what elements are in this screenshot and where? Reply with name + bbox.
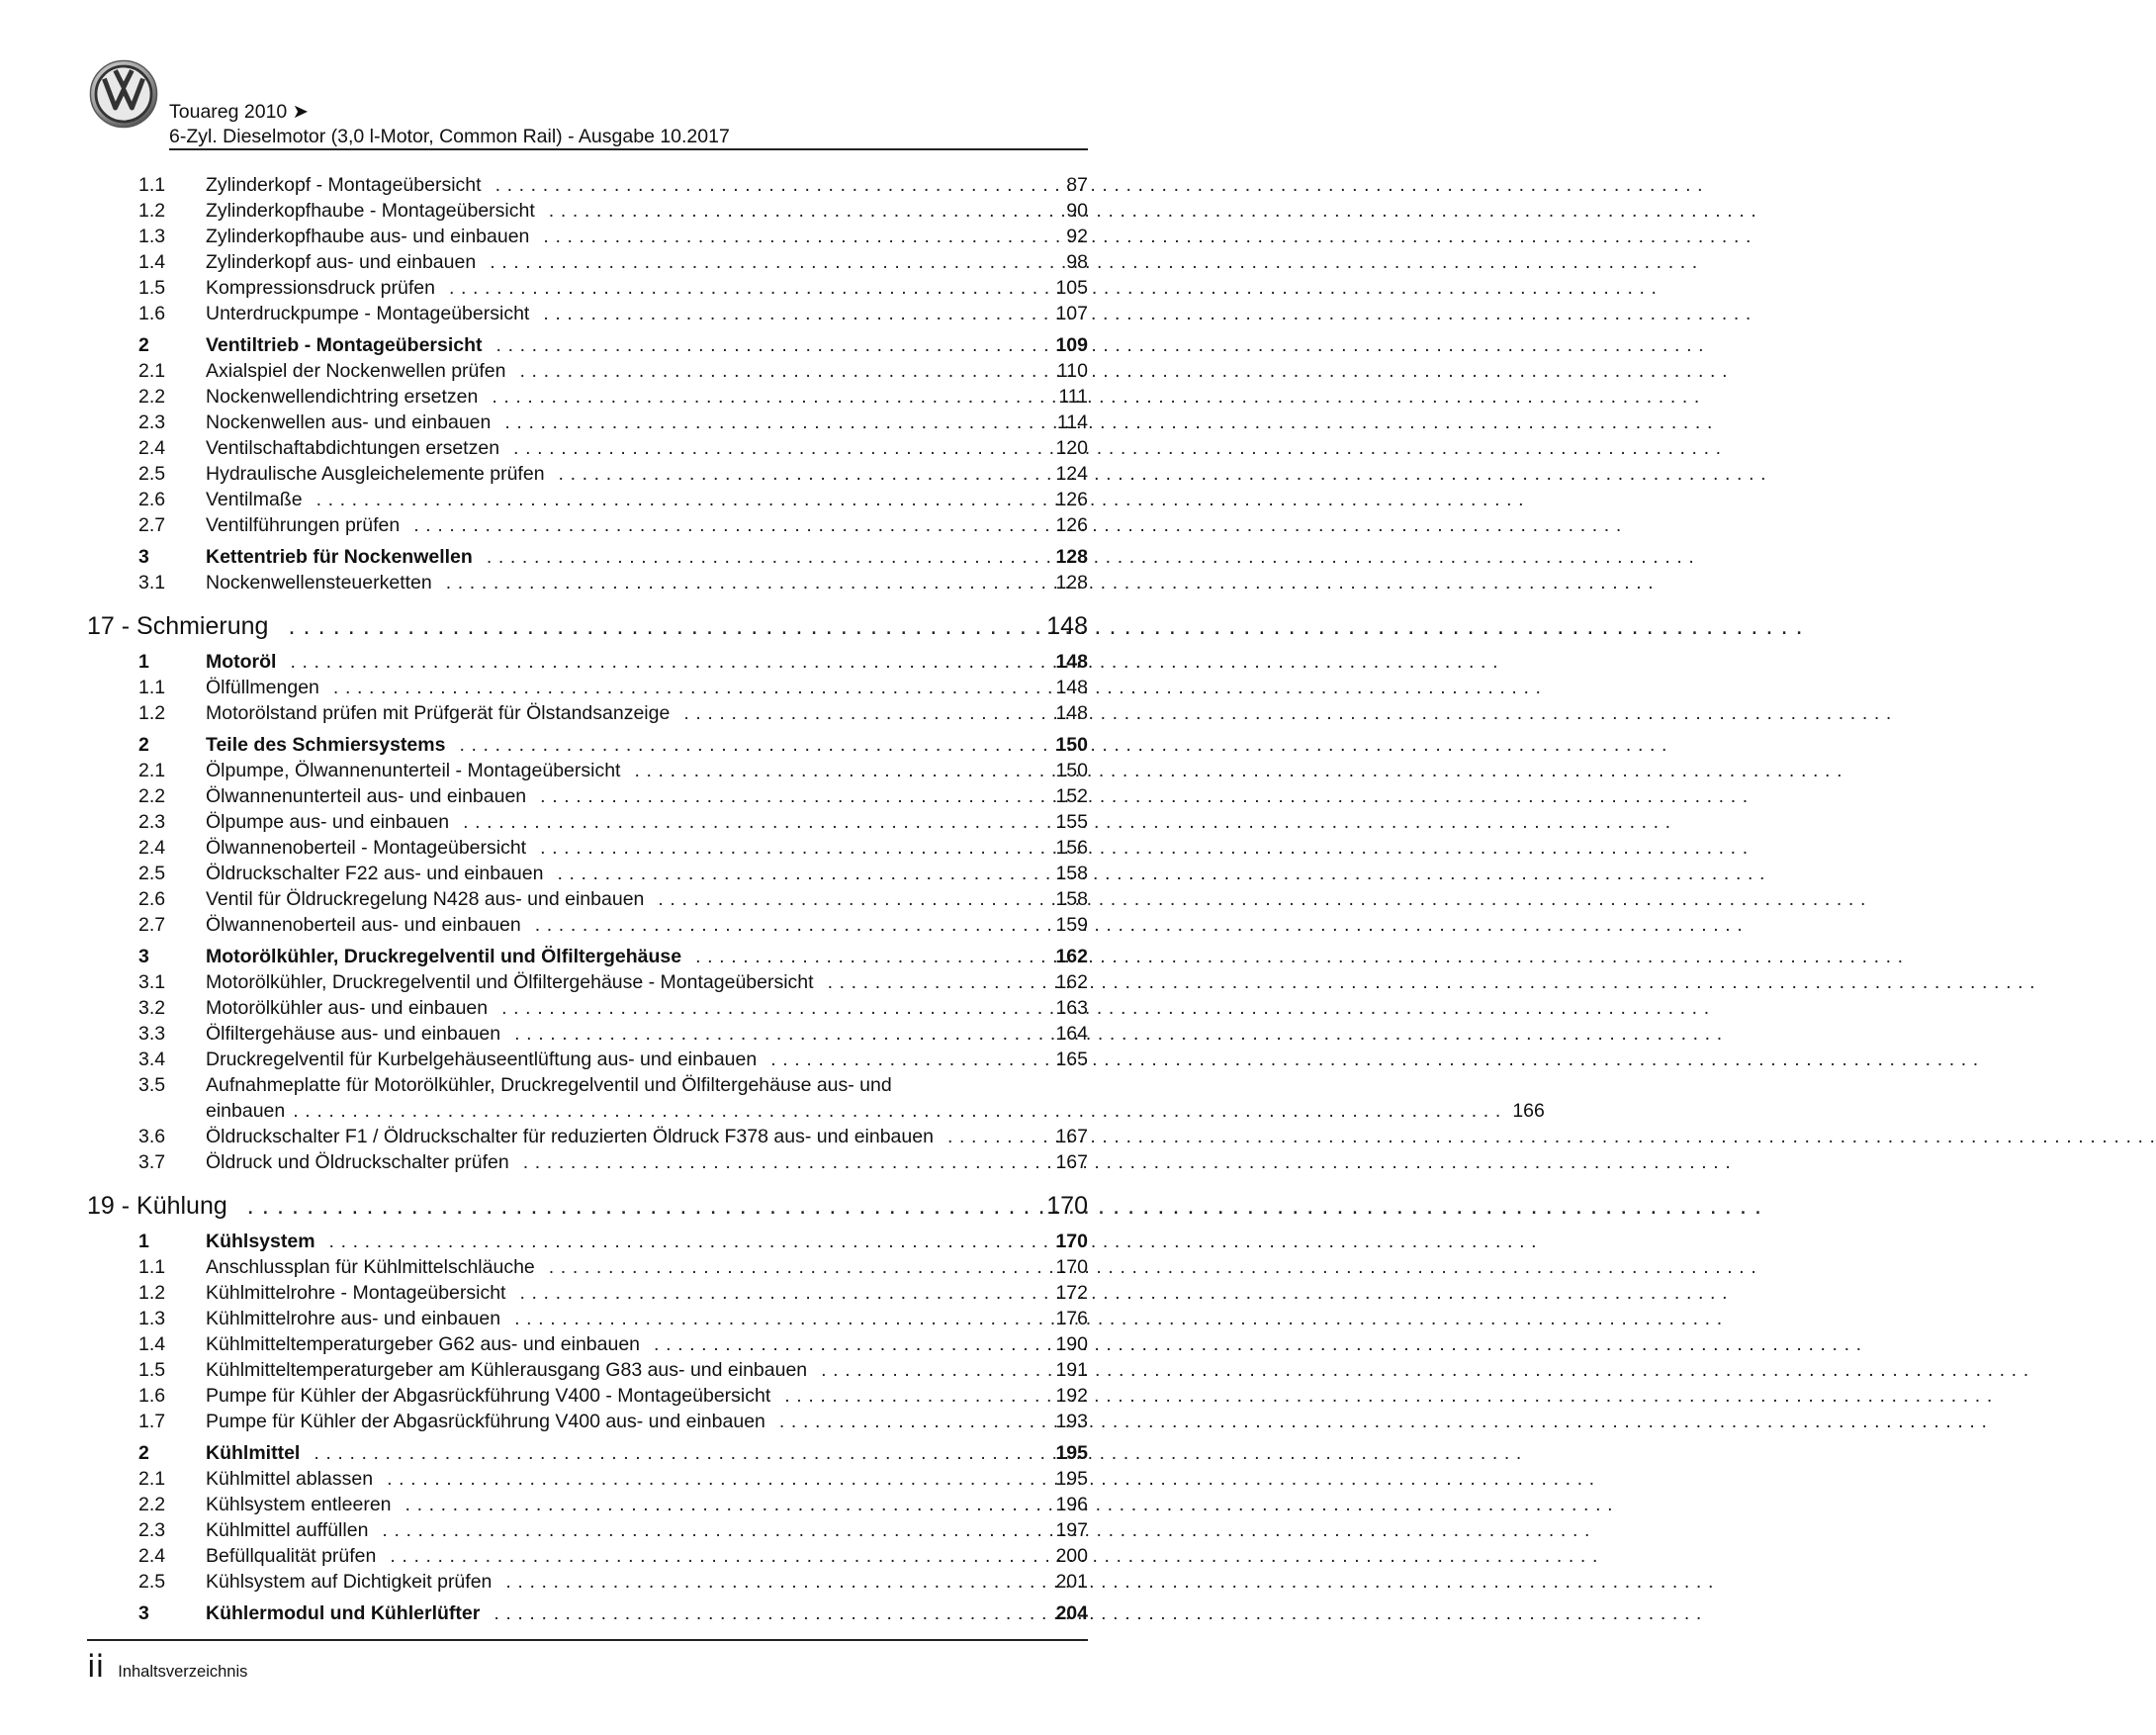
toc-entry-page: 126 <box>1055 514 1088 536</box>
dot-leader <box>513 435 1044 461</box>
toc-entry-title: Ventil für Öldruckregelung N428 aus- und einbauen <box>206 888 645 910</box>
toc-entry-number: 1.6 <box>138 303 166 324</box>
toc-entry-title: Zylinderkopf - Montageübersicht <box>206 174 482 196</box>
toc-entry-number: 3 <box>138 546 149 568</box>
toc-entry-page: 165 <box>1055 1049 1088 1070</box>
toc-entry-page: 192 <box>1055 1385 1088 1407</box>
toc-entry-title: Kühlmittel <box>206 1442 301 1464</box>
toc-entry-title: Kühlmittelrohre aus- und einbauen <box>206 1308 501 1329</box>
toc-entry-title: Kühlmittel ablassen <box>206 1468 374 1490</box>
toc-entry-number: 2.5 <box>138 863 166 884</box>
toc-entry-number: 2.5 <box>138 463 166 485</box>
toc-entry[interactable] <box>87 969 1088 995</box>
toc-entry[interactable] <box>87 1149 1088 1175</box>
dot-leader <box>520 358 1045 384</box>
toc-entry-page: 90 <box>1066 200 1088 222</box>
toc-entry[interactable] <box>87 249 1088 275</box>
toc-entry-title: Unterdruckpumpe - Montageübersicht <box>206 303 530 324</box>
dot-leader <box>947 1124 1044 1149</box>
toc-entry-number: 1.1 <box>138 174 166 196</box>
toc-entry[interactable] <box>87 1280 1088 1306</box>
toc-entry-page: 148 <box>1055 677 1088 698</box>
toc-entry-title: Axialspiel der Nockenwellen prüfen <box>206 360 506 382</box>
toc-entry-page: 98 <box>1066 251 1088 273</box>
toc-entry-title: Kühlmittel auffüllen <box>206 1519 369 1541</box>
toc-entry[interactable] <box>87 1517 1088 1543</box>
toc-entry-number: 2.1 <box>138 1468 166 1490</box>
dot-leader <box>540 835 1044 861</box>
dot-leader <box>543 301 1044 326</box>
dot-leader <box>658 886 1044 912</box>
toc-entry-number: 2.6 <box>138 888 166 910</box>
toc-entry-page: 155 <box>1055 811 1088 833</box>
toc-section-entry[interactable] <box>87 332 1088 358</box>
toc-entry-title: Nockenwellendichtring ersetzen <box>206 386 479 408</box>
toc-entry-title: Öldruckschalter F1 / Öldruckschalter für reduzierten Öldruck F378 aus- und einbauen <box>206 1126 934 1147</box>
dot-leader <box>784 1383 1044 1409</box>
dot-leader <box>543 224 1044 249</box>
toc-entry-number: 2.1 <box>138 360 166 382</box>
toc-entry-number: 3.1 <box>138 971 166 993</box>
toc-entry[interactable] <box>87 1543 1088 1569</box>
toc-entry-number: 1.3 <box>138 226 166 247</box>
toc-entry[interactable] <box>87 358 1088 384</box>
toc-entry-title: Motorölkühler, Druckregelventil und Ölfiltergehäuse <box>206 946 682 967</box>
toc-entry-number: 3.3 <box>138 1023 166 1045</box>
toc-entry-page: 105 <box>1055 277 1088 299</box>
toc-entry-title: Ventilmaße <box>206 489 303 510</box>
toc-entry-number: 2.2 <box>138 785 166 807</box>
toc-entry-page: 124 <box>1055 463 1088 485</box>
toc-entry-number: 2 <box>138 734 149 756</box>
toc-entry-number: 3 <box>138 946 149 967</box>
toc-entry-number: 2.7 <box>138 914 166 936</box>
toc-entry[interactable] <box>87 1021 1088 1047</box>
toc-entry-number: 3.2 <box>138 997 166 1019</box>
toc-entry-title: Zylinderkopf aus- und einbauen <box>206 251 477 273</box>
toc-entry-number: 3.5 <box>138 1074 166 1096</box>
dot-leader <box>459 732 1044 758</box>
toc-entry-number: 1.2 <box>138 1282 166 1304</box>
toc-entry-number: 1.2 <box>138 702 166 724</box>
toc-entry-title: Ventilführungen prüfen <box>206 514 401 536</box>
toc-entry-page: 148 <box>1046 612 1088 640</box>
toc-entry-number: 2.4 <box>138 1545 166 1567</box>
toc-entry-page: 120 <box>1055 437 1088 459</box>
toc-entry-page: 167 <box>1055 1126 1088 1147</box>
toc-entry-page: 164 <box>1055 1023 1088 1045</box>
dot-leader <box>535 912 1044 938</box>
dot-leader <box>695 944 1044 969</box>
toc-entry-number: 2 <box>138 334 149 356</box>
toc-entry[interactable] <box>87 1383 1088 1409</box>
dot-leader <box>634 758 1044 783</box>
toc-entry-number: 2 <box>138 1442 149 1464</box>
toc-entry-page: 114 <box>1056 411 1088 433</box>
toc-entry[interactable] <box>87 487 1088 512</box>
toc-entry-title: Öldruck und Öldruckschalter prüfen <box>206 1151 509 1173</box>
toc-entry[interactable] <box>87 198 1088 224</box>
dot-leader <box>382 1517 1044 1543</box>
toc-entry-page: 162 <box>1055 971 1088 993</box>
toc-entry-title: Öldruckschalter F22 aus- und einbauen <box>206 863 544 884</box>
dot-leader <box>463 809 1044 835</box>
dot-leader <box>557 861 1044 886</box>
toc-entry-page: 191 <box>1055 1359 1088 1381</box>
toc-entry-page: 170 <box>1046 1192 1088 1220</box>
toc-section-entry[interactable] <box>87 732 1088 758</box>
toc-entry-page: 92 <box>1066 226 1088 247</box>
dot-leader <box>449 275 1044 301</box>
toc-entry[interactable] <box>87 809 1088 835</box>
dot-leader <box>290 649 1044 675</box>
toc-entry-number: 1.4 <box>138 251 166 273</box>
toc-entry[interactable] <box>87 675 1088 700</box>
toc-entry-title: Kühlmittelrohre - Montageübersicht <box>206 1282 506 1304</box>
toc-entry-title: Ventiltrieb - Montageübersicht <box>206 334 483 356</box>
toc-entry-page: 167 <box>1055 1151 1088 1173</box>
toc-entry-title-continued: einbauen <box>206 1100 286 1122</box>
toc-entry-page: 163 <box>1055 997 1088 1019</box>
toc-entry-page: 195 <box>1055 1442 1088 1464</box>
toc-entry-page: 128 <box>1055 546 1088 568</box>
toc-entry[interactable] <box>87 1466 1088 1492</box>
toc-entry[interactable] <box>87 384 1088 410</box>
toc-entry[interactable] <box>87 1492 1088 1517</box>
dot-leader <box>288 609 1040 643</box>
toc-entry-page: 195 <box>1055 1468 1088 1490</box>
toc-entry[interactable] <box>87 1357 1088 1383</box>
dot-leader <box>387 1466 1044 1492</box>
toc-entry[interactable] <box>87 912 1088 938</box>
dot-leader <box>523 1149 1044 1175</box>
dot-leader <box>501 995 1044 1021</box>
toc-entry-title: Kühlsystem auf Dichtigkeit prüfen <box>206 1571 493 1593</box>
toc-section-entry[interactable] <box>87 944 1088 969</box>
dot-leader <box>519 1280 1044 1306</box>
toc-entry[interactable] <box>87 758 1088 783</box>
toc-entry-number: 1.5 <box>138 1359 166 1381</box>
toc-entry-title: Ventilschaftabdichtungen ersetzen <box>206 437 500 459</box>
toc-entry-number: 3.1 <box>138 572 166 594</box>
toc-chapter-title: 19 - Kühlung <box>87 1192 227 1220</box>
toc-entry-number: 1.3 <box>138 1308 166 1329</box>
dot-leader <box>293 1098 1501 1124</box>
toc-entry-number: 3 <box>138 1602 149 1624</box>
toc-entry-title: Zylinderkopfhaube - Montageübersicht <box>206 200 535 222</box>
toc-entry-number: 3.7 <box>138 1151 166 1173</box>
toc-entry-number: 1.7 <box>138 1411 166 1432</box>
toc-entry[interactable] <box>87 1254 1088 1280</box>
toc-entry-number: 2.3 <box>138 811 166 833</box>
toc-entry-page: 150 <box>1055 760 1088 781</box>
toc-entry-page: 190 <box>1055 1333 1088 1355</box>
dot-leader <box>494 1600 1044 1626</box>
toc-entry-title: Hydraulische Ausgleichelemente prüfen <box>206 463 545 485</box>
toc-entry-page: 197 <box>1055 1519 1088 1541</box>
toc-entry-number: 1 <box>138 651 149 673</box>
header-text <box>169 100 730 149</box>
toc-entry-title: Ölwannenunterteil aus- und einbauen <box>206 785 527 807</box>
toc-entry-title: Ölwannenoberteil aus- und einbauen <box>206 914 521 936</box>
dot-leader <box>770 1047 1044 1072</box>
toc-entry-page: 170 <box>1055 1231 1088 1252</box>
toc-section-entry[interactable] <box>87 544 1088 570</box>
toc-entry-page: 200 <box>1055 1545 1088 1567</box>
dot-leader <box>329 1229 1044 1254</box>
toc-entry-number: 1.1 <box>138 1256 166 1278</box>
dot-leader <box>490 249 1044 275</box>
toc-entry-title: Motorölkühler, Druckregelventil und Ölfiltergehäuse - Montageübersicht <box>206 971 814 993</box>
header-subtitle: 6-Zyl. Dieselmotor (3,0 l-Motor, Common Rail) - Ausgabe 10.2017 <box>169 126 730 147</box>
toc-entry-page: 201 <box>1055 1571 1088 1593</box>
toc-entry[interactable] <box>87 275 1088 301</box>
toc-section-entry[interactable] <box>87 1440 1088 1466</box>
toc-entry-number: 1.4 <box>138 1333 166 1355</box>
toc-entry-page: 159 <box>1055 914 1088 936</box>
toc-entry[interactable] <box>87 1047 1088 1072</box>
toc-entry-page: 172 <box>1055 1282 1088 1304</box>
toc-entry-number: 1.1 <box>138 677 166 698</box>
page-footer <box>87 1649 247 1689</box>
toc-entry-title: Druckregelventil für Kurbelgehäuseentlüftung aus- und einbauen <box>206 1049 758 1070</box>
toc-entry-page: 204 <box>1055 1602 1088 1624</box>
toc-entry-title: Ölwannenoberteil - Montageübersicht <box>206 837 527 859</box>
toc-entry[interactable] <box>87 410 1088 435</box>
toc-entry-page: 126 <box>1055 489 1088 510</box>
toc-entry-title: Kühlsystem entleeren <box>206 1494 392 1515</box>
toc-entry-number: 2.7 <box>138 514 166 536</box>
footer-title: Inhaltsverzeichnis <box>118 1663 248 1681</box>
header-model: Touareg 2010 ➤ <box>169 101 310 123</box>
toc-entry-title: Aufnahmeplatte für Motorölkühler, Druckregelventil und Ölfiltergehäuse aus- und <box>206 1074 892 1096</box>
toc-entry-title: Ölfiltergehäuse aus- und einbauen <box>206 1023 501 1045</box>
toc-entry[interactable] <box>87 512 1088 538</box>
toc-entry-number: 2.3 <box>138 1519 166 1541</box>
toc-entry[interactable] <box>87 861 1088 886</box>
toc-entry-page: 152 <box>1055 785 1088 807</box>
toc-entry[interactable] <box>87 1569 1088 1595</box>
toc-entry-title: Pumpe für Kühler der Abgasrückführung V400 aus- und einbauen <box>206 1411 765 1432</box>
toc-entry-title: Ölpumpe, Ölwannenunterteil - Montageübersicht <box>206 760 621 781</box>
toc-entry-number: 2.5 <box>138 1571 166 1593</box>
toc-entry-number: 1 <box>138 1231 149 1252</box>
dot-leader <box>821 1357 1044 1383</box>
toc-entry-title: Kettentrieb für Nockenwellen <box>206 546 473 568</box>
toc-entry-page: 110 <box>1056 360 1088 382</box>
toc-entry-title: Nockenwellen aus- und einbauen <box>206 411 492 433</box>
toc-entry-number: 2.2 <box>138 1494 166 1515</box>
toc-entry-page: 128 <box>1055 572 1088 594</box>
dot-leader <box>514 1306 1044 1331</box>
toc-entry-title: Ölpumpe aus- und einbauen <box>206 811 450 833</box>
dot-leader <box>559 461 1044 487</box>
toc-entry-page: 166 <box>1512 1100 1545 1122</box>
toc-entry-number: 2.3 <box>138 411 166 433</box>
toc-entry[interactable] <box>87 1072 1545 1124</box>
toc-entry-page: 158 <box>1055 888 1088 910</box>
toc-entry-title: Kompressionsdruck prüfen <box>206 277 435 299</box>
toc-entry-number: 2.2 <box>138 386 166 408</box>
dot-leader <box>314 1440 1044 1466</box>
toc-chapter-entry[interactable] <box>87 1189 1088 1223</box>
dot-leader <box>247 1189 1041 1223</box>
dot-leader <box>413 512 1044 538</box>
dot-leader <box>683 700 1044 726</box>
dot-leader <box>487 544 1044 570</box>
toc-entry-page: 156 <box>1055 837 1088 859</box>
toc-entry[interactable] <box>87 995 1088 1021</box>
toc-entry-number: 3.6 <box>138 1126 166 1147</box>
toc-entry-page: 196 <box>1055 1494 1088 1515</box>
toc-entry-title: Kühlmitteltemperaturgeber G62 aus- und einbauen <box>206 1333 641 1355</box>
toc-entry-title: Befüllqualität prüfen <box>206 1545 377 1567</box>
toc-entry[interactable] <box>87 301 1088 326</box>
toc-entry[interactable] <box>87 886 1088 912</box>
toc-entry-number: 1.5 <box>138 277 166 299</box>
toc-entry-number: 2.1 <box>138 760 166 781</box>
toc-entry[interactable] <box>87 224 1088 249</box>
toc-entry[interactable] <box>87 461 1088 487</box>
toc-entry[interactable] <box>87 172 1088 198</box>
toc-entry-number: 1.2 <box>138 200 166 222</box>
dot-leader <box>514 1021 1044 1047</box>
dot-leader <box>495 172 1044 198</box>
toc-entry-title: Kühlsystem <box>206 1231 315 1252</box>
dot-leader <box>492 384 1044 410</box>
toc-section-entry[interactable] <box>87 1229 1088 1254</box>
toc-entry[interactable] <box>87 1409 1088 1434</box>
toc-entry[interactable] <box>87 1306 1088 1331</box>
toc-entry-title: Motorölkühler aus- und einbauen <box>206 997 489 1019</box>
toc-entry-page: 109 <box>1055 334 1088 356</box>
toc-entry-page: 170 <box>1055 1256 1088 1278</box>
dot-leader <box>446 570 1044 595</box>
footer-page-number: ii <box>87 1649 105 1685</box>
dot-leader <box>316 487 1044 512</box>
toc-entry-number: 1.6 <box>138 1385 166 1407</box>
toc-entry-page: 162 <box>1055 946 1088 967</box>
toc-entry-title: Teile des Schmiersystems <box>206 734 446 756</box>
vw-logo-icon <box>89 59 158 129</box>
dot-leader <box>828 969 1044 995</box>
toc-entry-page: 150 <box>1055 734 1088 756</box>
toc-entry-title: Zylinderkopfhaube aus- und einbauen <box>206 226 530 247</box>
toc-entry-number: 3.4 <box>138 1049 166 1070</box>
page-header <box>87 51 1088 148</box>
dot-leader <box>496 332 1044 358</box>
footer-divider <box>87 1639 1088 1641</box>
toc-entry[interactable] <box>87 700 1088 726</box>
dot-leader <box>405 1492 1044 1517</box>
toc-entry[interactable] <box>87 1331 1088 1357</box>
toc-entry-page: 148 <box>1055 702 1088 724</box>
table-of-contents <box>87 172 1545 1626</box>
header-divider <box>169 148 1088 150</box>
toc-entry-title: Anschlussplan für Kühlmittelschläuche <box>206 1256 535 1278</box>
toc-entry[interactable] <box>87 1124 1088 1149</box>
toc-chapter-title: 17 - Schmierung <box>87 612 269 640</box>
toc-section-entry[interactable] <box>87 649 1088 675</box>
dot-leader <box>549 198 1044 224</box>
dot-leader <box>549 1254 1044 1280</box>
toc-entry-page: 148 <box>1055 651 1088 673</box>
dot-leader <box>505 1569 1044 1595</box>
toc-entry[interactable] <box>87 835 1088 861</box>
toc-entry-title: Motoröl <box>206 651 277 673</box>
toc-entry-number: 2.6 <box>138 489 166 510</box>
toc-entry-page: 111 <box>1058 386 1088 408</box>
toc-entry-page: 158 <box>1055 863 1088 884</box>
toc-entry-page: 193 <box>1055 1411 1088 1432</box>
dot-leader <box>779 1409 1044 1434</box>
toc-entry-number: 2.4 <box>138 837 166 859</box>
toc-chapter-entry[interactable] <box>87 609 1088 643</box>
dot-leader <box>390 1543 1044 1569</box>
toc-entry-title: Kühlermodul und Kühlerlüfter <box>206 1602 481 1624</box>
dot-leader <box>654 1331 1044 1357</box>
toc-entry-title: Nockenwellensteuerketten <box>206 572 432 594</box>
dot-leader <box>504 410 1044 435</box>
toc-entry-title: Pumpe für Kühler der Abgasrückführung V400 - Montageübersicht <box>206 1385 771 1407</box>
toc-entry-page: 107 <box>1055 303 1088 324</box>
toc-entry-page: 87 <box>1066 174 1088 196</box>
toc-entry-title: Kühlmitteltemperaturgeber am Kühlerausgang G83 aus- und einbauen <box>206 1359 808 1381</box>
toc-entry-page: 176 <box>1055 1308 1088 1329</box>
toc-entry[interactable] <box>87 435 1088 461</box>
toc-entry-title: Ölfüllmengen <box>206 677 319 698</box>
toc-entry-title: Motorölstand prüfen mit Prüfgerät für Ölstandsanzeige <box>206 702 671 724</box>
toc-section-entry[interactable] <box>87 1600 1088 1626</box>
dot-leader <box>540 783 1044 809</box>
toc-entry[interactable] <box>87 570 1088 595</box>
dot-leader <box>333 675 1044 700</box>
toc-entry[interactable] <box>87 783 1088 809</box>
toc-entry-number: 2.4 <box>138 437 166 459</box>
